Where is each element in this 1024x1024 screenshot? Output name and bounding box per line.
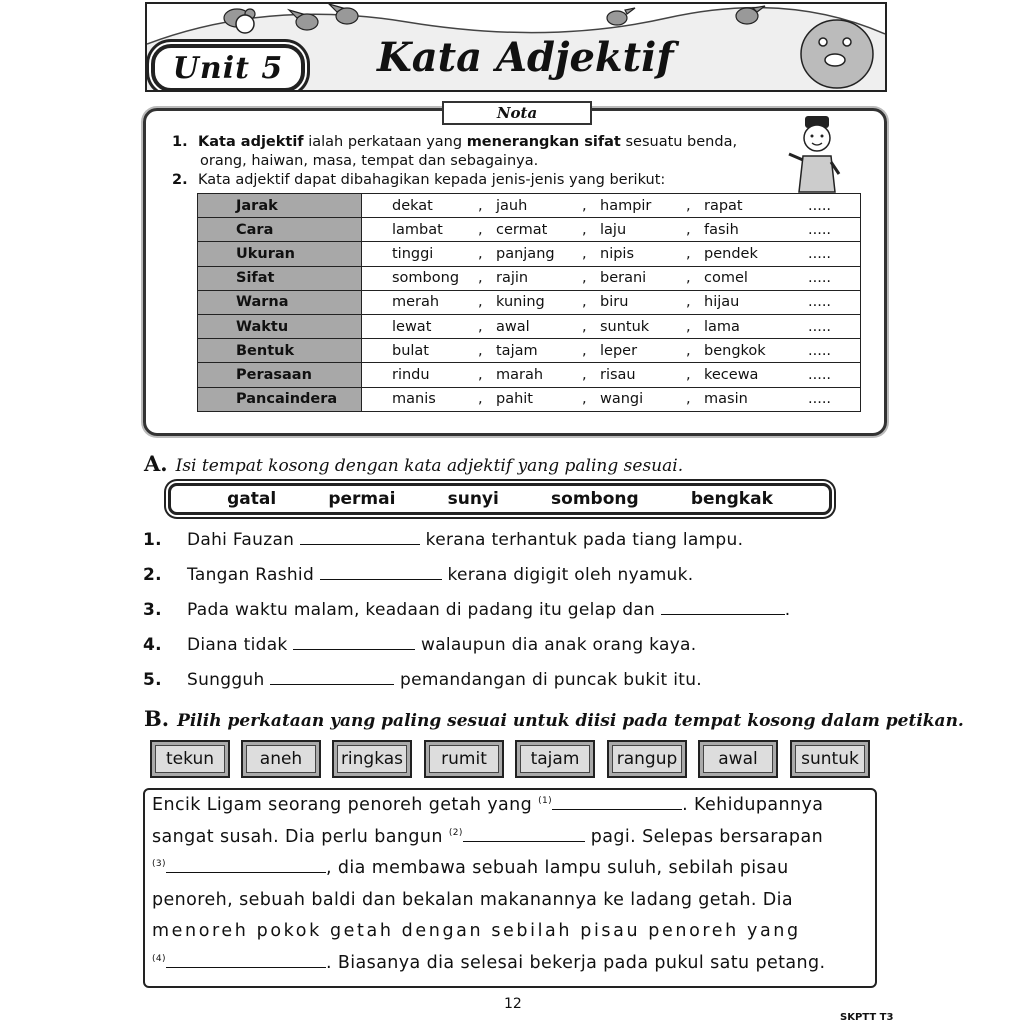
separator-comma: , xyxy=(582,270,587,287)
adjective-word: biru xyxy=(600,294,629,311)
question-1: 1. Dahi Fauzan kerana terhantuk pada tiang lampu. xyxy=(143,530,744,550)
ellipsis-dots: ..... xyxy=(808,270,832,287)
question-2: 2. Tangan Rashid kerana digigit oleh nyamuk. xyxy=(143,565,694,585)
adjective-word: lambat xyxy=(392,221,443,238)
adjective-table-row xyxy=(198,218,861,242)
answer-blank[interactable] xyxy=(320,565,442,580)
examples-cell xyxy=(362,363,861,387)
answer-blank[interactable] xyxy=(270,670,394,685)
adjective-word: panjang xyxy=(496,245,555,262)
adjective-table-row xyxy=(198,339,861,363)
ellipsis-dots: ..... xyxy=(808,342,832,359)
examples-cell xyxy=(362,387,861,411)
examples-cell xyxy=(362,266,861,290)
separator-comma: , xyxy=(582,294,587,311)
adjective-word: laju xyxy=(600,221,627,238)
adjective-word: suntuk xyxy=(600,318,650,335)
ellipsis-dots: ..... xyxy=(808,366,832,383)
word-bank-item: permai xyxy=(328,489,396,509)
passage-line: menoreh pokok getah dengan sebilah pisau penoreh yang xyxy=(152,921,801,941)
examples-cell xyxy=(362,194,861,218)
adjective-word: hijau xyxy=(704,294,740,311)
separator-comma: , xyxy=(582,245,587,262)
adjective-word: manis xyxy=(392,391,436,408)
separator-comma: , xyxy=(582,318,587,335)
separator-comma: , xyxy=(478,391,483,408)
separator-comma: , xyxy=(686,294,691,311)
adjective-word: lama xyxy=(704,318,740,335)
answer-blank[interactable] xyxy=(661,600,785,615)
section-b-word-box: aneh xyxy=(241,740,321,778)
adjective-word: risau xyxy=(600,366,636,383)
adjective-word: kuning xyxy=(496,294,545,311)
adjective-word: kecewa xyxy=(704,366,759,383)
question-4: 4. Diana tidak walaupun dia anak orang kaya. xyxy=(143,635,697,655)
adjective-word: bengkok xyxy=(704,342,766,359)
nota-label: Nota xyxy=(442,101,592,125)
separator-comma: , xyxy=(686,245,691,262)
section-a-heading: A. Isi tempat kosong dengan kata adjektif yang paling sesuai. xyxy=(144,451,684,476)
page-number: 12 xyxy=(504,996,522,1012)
adjective-word: hampir xyxy=(600,197,652,214)
answer-blank[interactable] xyxy=(166,858,326,873)
examples-cell xyxy=(362,218,861,242)
footer-code: SKPTT T3 xyxy=(840,1012,894,1023)
answer-blank[interactable] xyxy=(293,635,415,650)
category-cell: Waktu xyxy=(198,314,362,338)
page-title: Kata Adjektif xyxy=(377,34,674,81)
nota-point-1: 1. Kata adjektif ialah perkataan yang menerangkan sifat sesuatu benda, xyxy=(172,134,738,150)
answer-blank[interactable] xyxy=(300,530,420,545)
adjective-word: rindu xyxy=(392,366,430,383)
word-bank-item: bengkak xyxy=(690,489,773,509)
adjective-table-row xyxy=(198,363,861,387)
examples-cell xyxy=(362,242,861,266)
nota-point-2: 2. Kata adjektif dapat dibahagikan kepada jenis-jenis yang berikut: xyxy=(172,172,666,188)
adjective-word: leper xyxy=(600,342,638,359)
adjective-word: lewat xyxy=(392,318,432,335)
student-boy-icon xyxy=(785,114,845,194)
adjective-word: sombong xyxy=(392,270,460,287)
separator-comma: , xyxy=(582,366,587,383)
section-a-word-bank xyxy=(168,483,832,515)
ellipsis-dots: ..... xyxy=(808,294,832,311)
ellipsis-dots: ..... xyxy=(808,245,832,262)
adjective-word: awal xyxy=(496,318,530,335)
ellipsis-dots: ..... xyxy=(808,197,832,214)
passage-line: sangat susah. Dia perlu bangun $^{(2)}$ pagi. Selepas bersarapan xyxy=(152,827,824,847)
separator-comma: , xyxy=(686,221,691,238)
adjective-word: rapat xyxy=(704,197,743,214)
examples-cell xyxy=(362,314,861,338)
separator-comma: , xyxy=(478,342,483,359)
separator-comma: , xyxy=(478,270,483,287)
ellipsis-dots: ..... xyxy=(808,318,832,335)
adjective-table-row xyxy=(198,314,861,338)
word-bank-item: gatal xyxy=(227,489,277,509)
section-b-word-box: suntuk xyxy=(790,740,870,778)
adjective-table-row xyxy=(198,242,861,266)
section-b-word-box: tekun xyxy=(150,740,230,778)
separator-comma: , xyxy=(686,270,691,287)
unit-banner xyxy=(145,2,887,92)
section-b-word-box: awal xyxy=(698,740,778,778)
separator-comma: , xyxy=(478,245,483,262)
adjective-word: cermat xyxy=(496,221,548,238)
adjective-word: tajam xyxy=(496,342,538,359)
answer-blank[interactable] xyxy=(463,827,585,842)
unit-badge: Unit 5 xyxy=(151,44,305,92)
adjective-word: tinggi xyxy=(392,245,434,262)
passage-line: $^{(3)}$ , dia membawa sebuah lampu suluh, sebilah pisau xyxy=(152,858,789,878)
nota-point-1-line2: orang, haiwan, masa, tempat dan sebagainya. xyxy=(200,153,539,169)
category-cell: Pancaindera xyxy=(198,387,362,411)
passage-line: penoreh, sebuah baldi dan bekalan makanannya ke ladang getah. Dia xyxy=(152,890,794,910)
category-cell: Ukuran xyxy=(198,242,362,266)
separator-comma: , xyxy=(582,221,587,238)
category-cell: Jarak xyxy=(198,194,362,218)
separator-comma: , xyxy=(686,366,691,383)
question-3: 3. Pada waktu malam, keadaan di padang itu gelap dan . xyxy=(143,600,791,620)
separator-comma: , xyxy=(686,318,691,335)
adjective-table-row xyxy=(198,194,861,218)
category-cell: Perasaan xyxy=(198,363,362,387)
examples-cell xyxy=(362,339,861,363)
adjective-word: pendek xyxy=(704,245,758,262)
cartoon-mascot-icon xyxy=(236,15,254,33)
word-bank-item: sombong xyxy=(551,489,639,509)
adjective-table-row xyxy=(198,266,861,290)
ellipsis-dots: ..... xyxy=(808,391,832,408)
examples-cell xyxy=(362,290,861,314)
separator-comma: , xyxy=(478,197,483,214)
category-cell: Warna xyxy=(198,290,362,314)
separator-comma: , xyxy=(478,221,483,238)
separator-comma: , xyxy=(478,318,483,335)
section-b-word-box: rangup xyxy=(607,740,687,778)
ellipsis-dots: ..... xyxy=(808,221,832,238)
adjective-word: nipis xyxy=(600,245,635,262)
separator-comma: , xyxy=(582,342,587,359)
beaver-mascot-icon xyxy=(801,20,873,88)
passage-line: Encik Ligam seorang penoreh getah yang $^{(1)}$ . Kehidupannya xyxy=(152,795,824,815)
adjective-word: comel xyxy=(704,270,748,287)
adjective-word: marah xyxy=(496,366,544,383)
answer-blank[interactable] xyxy=(552,795,682,810)
separator-comma: , xyxy=(582,197,587,214)
passage-line: $^{(4)}$ . Biasanya dia selesai bekerja pada pukul satu petang. xyxy=(152,953,826,973)
word-bank-item: sunyi xyxy=(447,489,499,509)
answer-blank[interactable] xyxy=(166,953,326,968)
adjective-word: masin xyxy=(704,391,748,408)
separator-comma: , xyxy=(686,197,691,214)
category-cell: Cara xyxy=(198,218,362,242)
adjective-word: fasih xyxy=(704,221,739,238)
adjective-word: rajin xyxy=(496,270,529,287)
adjective-word: dekat xyxy=(392,197,433,214)
adjective-table-row xyxy=(198,290,861,314)
adjective-word: jauh xyxy=(496,197,528,214)
category-cell: Sifat xyxy=(198,266,362,290)
separator-comma: , xyxy=(582,391,587,408)
section-b-word-box: rumit xyxy=(424,740,504,778)
adjective-word: merah xyxy=(392,294,440,311)
separator-comma: , xyxy=(478,366,483,383)
category-cell: Bentuk xyxy=(198,339,362,363)
bird-icon xyxy=(736,6,765,24)
adjective-word: wangi xyxy=(600,391,644,408)
section-b-word-box: tajam xyxy=(515,740,595,778)
adjective-table xyxy=(197,193,861,412)
adjective-word: pahit xyxy=(496,391,533,408)
section-b-word-box: ringkas xyxy=(332,740,412,778)
separator-comma: , xyxy=(478,294,483,311)
separator-comma: , xyxy=(686,342,691,359)
adjective-word: bulat xyxy=(392,342,429,359)
adjective-table-row xyxy=(198,387,861,411)
separator-comma: , xyxy=(686,391,691,408)
question-5: 5. Sungguh pemandangan di puncak bukit itu. xyxy=(143,670,702,690)
section-b-heading: B. Pilih perkataan yang paling sesuai untuk diisi pada tempat kosong dalam petikan. xyxy=(144,706,964,731)
adjective-word: berani xyxy=(600,270,647,287)
